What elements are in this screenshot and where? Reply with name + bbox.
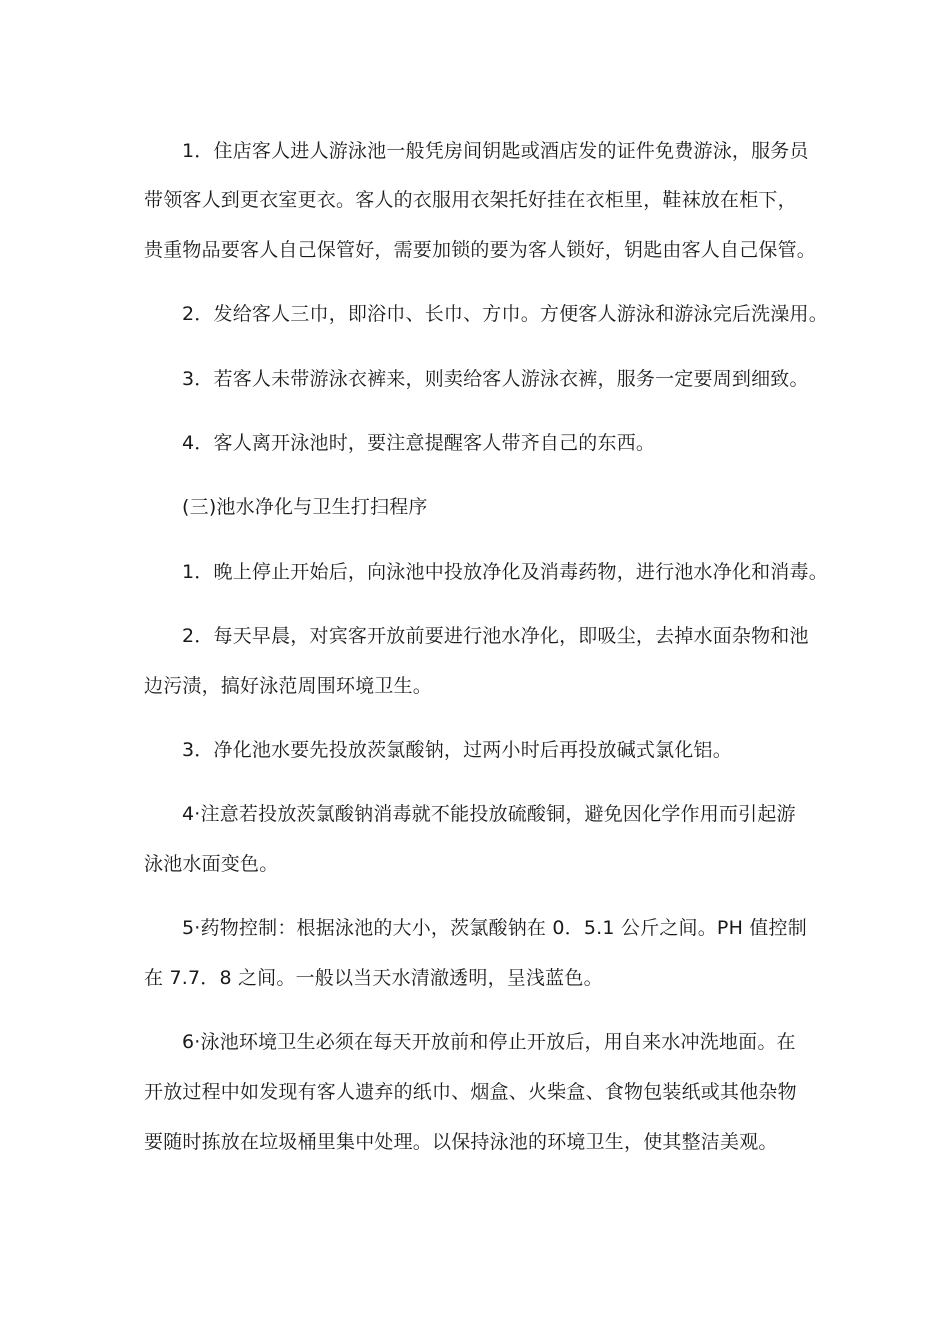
paragraph-line: 5·药物控制：根据泳池的大小，茨氯酸钠在 0．5.1 公斤之间。PH 值控制	[182, 917, 807, 939]
section-heading: (三)池水净化与卫生打扫程序	[182, 496, 428, 518]
paragraph-line: 带领客人到更衣室更衣。客人的衣服用衣架托好挂在衣柜里，鞋袜放在柜下，	[144, 189, 797, 211]
paragraph-line: 要随时拣放在垃圾桶里集中处理。以保持泳池的环境卫生，使其整洁美观。	[144, 1131, 778, 1153]
paragraph-line: 4．客人离开泳池时，要注意提醒客人带齐自己的东西。	[182, 432, 656, 454]
paragraph-line: 3．若客人未带游泳衣裤来，则卖给客人游泳衣裤，服务一定要周到细致。	[182, 368, 809, 390]
paragraph-line: 边污渍，搞好泳范周围环境卫生。	[144, 675, 433, 697]
paragraph-line: 1．住店客人进人游泳池一般凭房间钥匙或酒店发的证件免费游泳，服务员	[182, 140, 809, 162]
paragraph-line: 6·泳池环境卫生必须在每天开放前和停止开放后，用自来水冲洗地面。在	[182, 1031, 796, 1053]
paragraph-line: 1．晚上停止开始后，向泳池中投放净化及消毒药物，进行池水净化和消毒。	[182, 561, 828, 583]
paragraph-line: 开放过程中如发现有客人遗弃的纸巾、烟盒、火柴盒、食物包装纸或其他杂物	[144, 1081, 797, 1103]
paragraph-line: 贵重物品要客人自己保管好，需要加锁的要为客人锁好，钥匙由客人自己保管。	[144, 239, 817, 261]
paragraph-line: 2．发给客人三巾，即浴巾、长巾、方巾。方便客人游泳和游泳完后洗澡用。	[182, 303, 828, 325]
paragraph-line: 在 7.7．8 之间。一般以当天水清澈透明，呈浅蓝色。	[144, 967, 603, 989]
paragraph-line: 3．净化池水要先投放茨氯酸钠，过两小时后再投放碱式氯化铝。	[182, 739, 732, 761]
paragraph-line: 2．每天早晨，对宾客开放前要进行池水净化，即吸尘，去掉水面杂物和池	[182, 625, 809, 647]
paragraph-line: 泳池水面变色。	[144, 853, 279, 875]
paragraph-line: 4·注意若投放茨氯酸钠消毒就不能投放硫酸铜，避免因化学作用而引起游	[182, 803, 796, 825]
